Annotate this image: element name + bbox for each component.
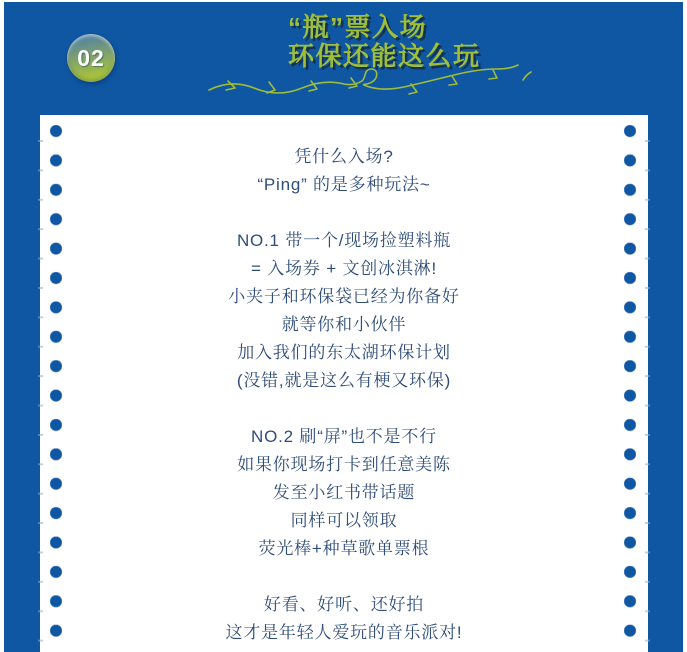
vine-branch-icon <box>205 60 535 102</box>
intro-section <box>40 143 648 199</box>
copy-line: 荧光棒+种草歌单票根 <box>258 539 430 558</box>
closing-section <box>40 591 648 647</box>
copy-line: 好看、好听、还好拍 <box>263 595 425 614</box>
copy-line: 同样可以领取 <box>290 511 398 530</box>
copy-line: 就等你和小伙伴 <box>281 315 407 334</box>
section-title-line1: “瓶”票入场 <box>288 12 428 42</box>
ticket-card <box>40 115 648 652</box>
section-number: 02 <box>77 44 105 71</box>
section-number-badge <box>67 34 115 82</box>
copy-line: NO.1 带一个/现场捡塑料瓶 <box>236 231 452 250</box>
body-copy <box>40 115 648 647</box>
copy-line: NO.2 刷“屏”也不是不行 <box>251 427 437 446</box>
copy-line: 如果你现场打卡到任意美陈 <box>237 455 451 474</box>
section-title-line2: 环保还能这么玩 <box>288 41 481 71</box>
copy-line: (没错,就是这么有梗又环保) <box>236 371 452 390</box>
rule-no2-section <box>40 423 648 563</box>
copy-line: 凭什么入场? <box>294 147 394 166</box>
copy-line: 加入我们的东太湖环保计划 <box>237 343 451 362</box>
copy-line: 这才是年轻人爱玩的音乐派对! <box>225 623 463 642</box>
copy-line: “Ping” 的是多种玩法~ <box>257 175 431 194</box>
copy-line: = 入场券 + 文创冰淇淋! <box>251 259 437 278</box>
copy-line: 小夹子和环保袋已经为你备好 <box>228 287 460 306</box>
rule-no1-section <box>40 227 648 395</box>
copy-line: 发至小红书带话题 <box>272 483 416 502</box>
